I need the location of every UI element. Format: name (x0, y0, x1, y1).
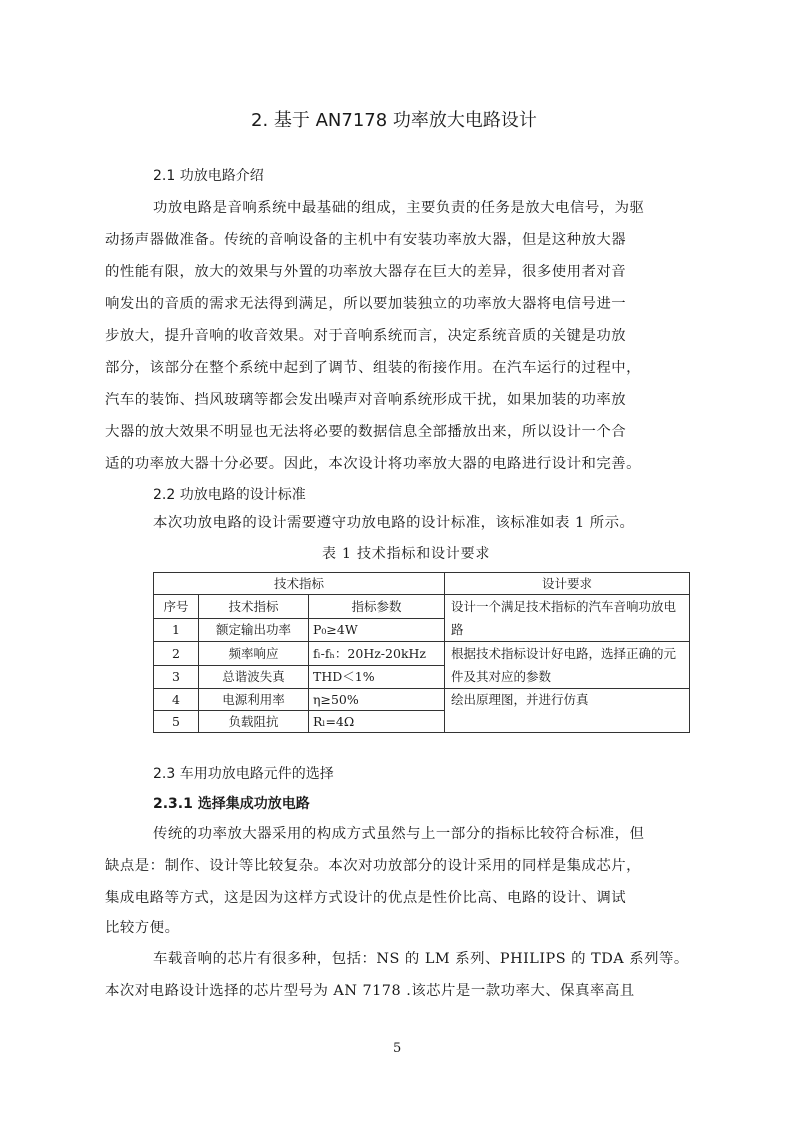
table-row (154, 595, 690, 619)
cell-name: 总谐波失真 (199, 665, 309, 689)
text-line: 响发出的音质的需求无法得到满足，所以要加装独立的功率放大器将电信号进一 (105, 296, 627, 312)
cell-no: 5 (154, 711, 199, 733)
cell-param: η≥50% (309, 689, 445, 711)
text-line: 传统的功率放大器采用的构成方式虽然与上一部分的指标比较符合标准，但 (153, 826, 645, 842)
subsection-title-2-2: 2.2 功放电路的设计标准 (153, 487, 306, 503)
subsubsection-title-2-3-1: 2.3.1 选择集成功放电路 (153, 796, 310, 812)
col-header-name: 技术指标 (199, 595, 309, 619)
spec-table (153, 572, 690, 733)
text-line: 部分，该部分在整个系统中起到了调节、组装的衔接作用。在汽车运行的过程中， (105, 360, 642, 376)
requirement-cell: 根据技术指标设计好电路，选择正确的元件及其对应的参数 (445, 642, 690, 689)
subsection-title-2-1: 2.1 功放电路介绍 (153, 168, 264, 184)
cell-name: 负载阻抗 (199, 711, 309, 733)
col-header-param: 指标参数 (309, 595, 445, 619)
cell-param: P₀≥4W (309, 618, 445, 642)
text-line: 大器的放大效果不明显也无法将必要的数据信息全部播放出来，所以设计一个合 (105, 424, 627, 440)
page-number: 5 (393, 1041, 402, 1056)
table-row (154, 642, 690, 666)
cell-no: 2 (154, 642, 199, 666)
text-line: 本次功放电路的设计需要遵守功放电路的设计标准，该标准如表 1 所示。 (153, 515, 635, 531)
text-line: 本次对电路设计选择的芯片型号为 AN 7178 .该芯片是一款功率大、保真率高且 (105, 983, 635, 999)
cell-name: 电源利用率 (199, 689, 309, 711)
requirement-cell: 设计一个满足技术指标的汽车音响功放电路 (445, 595, 690, 642)
table-caption: 表 1 技术指标和设计要求 (322, 546, 491, 562)
table-header-row (154, 573, 690, 595)
cell-name: 频率响应 (199, 642, 309, 666)
text-line: 功放电路是音响系统中最基础的组成，主要负责的任务是放大电信号，为驱 (153, 200, 645, 216)
text-line: 比较方便。 (105, 920, 180, 936)
requirement-cell: 绘出原理图，并进行仿真 (445, 689, 690, 733)
section-heading: 2. 基于 AN7178 功率放大电路设计 (251, 110, 537, 131)
cell-param: Rₗ=4Ω (309, 711, 445, 733)
cell-no: 3 (154, 665, 199, 689)
text-line: 车载音响的芯片有很多种，包括：NS 的 LM 系列、PHILIPS 的 TDA 系列等。 (153, 951, 689, 967)
text-line: 步放大，提升音响的收音效果。对于音响系统而言，决定系统音质的关键是功放 (105, 328, 627, 344)
cell-no: 1 (154, 618, 199, 642)
cell-param: fₗ-fₕ：20Hz-20kHz (309, 642, 445, 666)
text-line: 适的功率放大器十分必要。因此，本次设计将功率放大器的电路进行设计和完善。 (105, 456, 642, 472)
text-line: 缺点是：制作、设计等比较复杂。本次对功放部分的设计采用的同样是集成芯片， (105, 858, 642, 874)
table-row (154, 689, 690, 711)
group-header-tech: 技术指标 (154, 573, 445, 595)
text-line: 的性能有限，放大的效果与外置的功率放大器存在巨大的差异，很多使用者对音 (105, 264, 627, 280)
text-line: 汽车的装饰、挡风玻璃等都会发出噪声对音响系统形成干扰，如果加装的功率放 (105, 392, 627, 408)
text-line: 集成电路等方式，这是因为这样方式设计的优点是性价比高、电路的设计、调试 (105, 890, 627, 906)
col-header-no: 序号 (154, 595, 199, 619)
cell-param: THD＜1% (309, 665, 445, 689)
text-line: 动扬声器做准备。传统的音响设备的主机中有安装功率放大器，但是这种放大器 (105, 232, 627, 248)
cell-no: 4 (154, 689, 199, 711)
group-header-req: 设计要求 (445, 573, 690, 595)
cell-name: 额定输出功率 (199, 618, 309, 642)
subsection-title-2-3: 2.3 车用功放电路元件的选择 (153, 766, 334, 782)
